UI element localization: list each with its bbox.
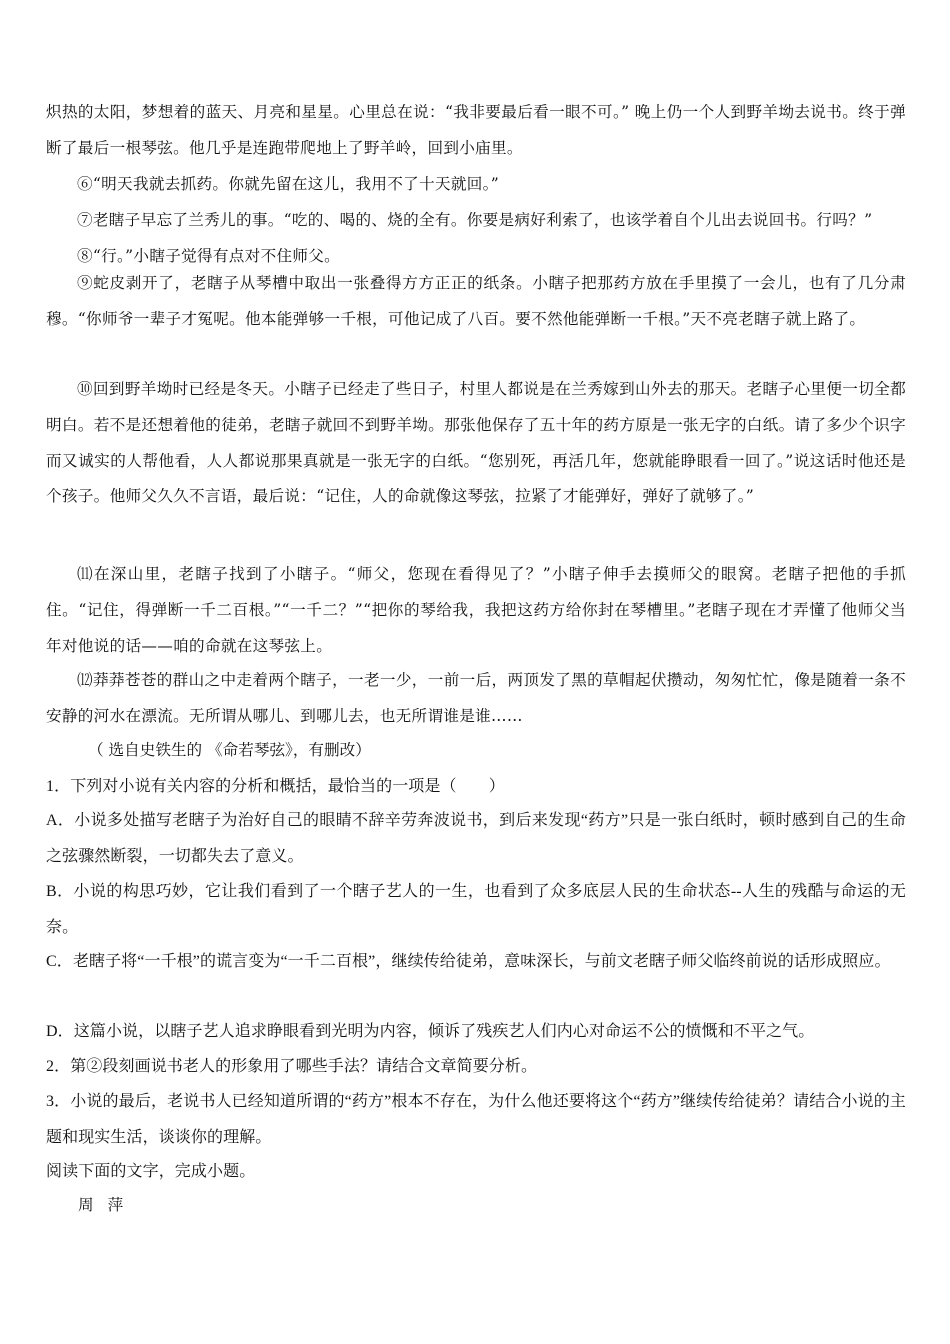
story-paragraph-8: ⑧“行。”小瞎子觉得有点对不住师父。 (77, 247, 341, 265)
story-paragraph-6: ⑥“明天我就去抓药。你就先留在这儿，我用不了十天就回。” (77, 175, 499, 193)
question-1-option-b: B．小说的构思巧妙，它让我们看到了一个瞎子艺人的一生，也看到了众多底层人民的生命状态--人生的残酷与命运的无奈。 (46, 883, 906, 936)
story-paragraph-10: ⑩回到野羊坳时已经是冬天。小瞎子已经走了些日子，村里人都说是在兰秀嫁到山外去的那天。老瞎子心里便一切全都明白。若不是还想着他的徒弟，老瞎子就回不到野羊坳。那张他保存了五十年的药方原是一张无字的白纸。请了多少个识字而又诚实的人帮他看，人人都说那果真就是一张无字的白纸。“您别死，再活几年，您就能睁眼看一回了。”说这话时他还是个孩子。他师父久久不言语，最后说：“记住，人的命就像这琴弦，拉紧了才能弹好，弹好了就够了。” (46, 380, 906, 506)
question-1-option-d: D．这篇小说，以瞎子艺人追求睁眼看到光明为内容，倾诉了残疾艺人们内心对命运不公的愤慨和不平之气。 (46, 1023, 815, 1040)
question-3: 3．小说的最后，老说书人已经知道所谓的“药方”根本不存在，为什么他还要将这个“药方”继续传给徒弟？请结合小说的主题和现实生活，谈谈你的理解。 (46, 1093, 906, 1146)
author-name: 周萍 (78, 1196, 138, 1214)
question-1: 1．下列对小说有关内容的分析和概括，最恰当的一项是（ ） (46, 778, 505, 795)
question-2: 2．第②段刻画说书老人的形象用了哪些手法？请结合文章简要分析。 (46, 1058, 538, 1075)
story-paragraph-12: ⑿莽莽苍苍的群山之中走着两个瞎子，一老一少，一前一后，两顶发了黑的草帽起伏攒动，匆匆忙忙，像是随着一条不安静的河水在漂流。无所谓从哪儿、到哪儿去，也无所谓谁是谁…… (46, 671, 906, 725)
story-paragraph-9: ⑨蛇皮剥开了，老瞎子从琴槽中取出一张叠得方方正正的纸条。小瞎子把那药方放在手里摸了一会儿，也有了几分肃穆。“你师爷一辈子才冤呢。他本能弹够一千根，可他记成了八百。要不然他能弹断一千根。”天不亮老瞎子就上路了。 (46, 274, 906, 328)
question-1-option-a: A．小说多处描写老瞎子为治好自己的眼睛不辞辛劳奔波说书，到后来发现“药方”只是一张白纸时，顿时感到自己的生命之弦骤然断裂，一切都失去了意义。 (46, 812, 906, 865)
story-paragraph-continued: 炽热的太阳，梦想着的蓝天、月亮和星星。心里总在说：“我非要最后看一眼不可。” 晚上仍一个人到野羊坳去说书。终于弹断了最后一根琴弦。他几乎是连跑带爬地上了野羊岭，回到小庙里。 (46, 103, 906, 157)
story-paragraph-7: ⑦老瞎子早忘了兰秀儿的事。“吃的、喝的、烧的全有。你要是病好利索了，也该学着自个儿出去说回书。行吗？” (77, 211, 873, 229)
question-1-option-c: C．老瞎子将“一千根”的谎言变为“一千二百根”，继续传给徒弟，意味深长，与前文老瞎子师父临终前说的话形成照应。 (46, 953, 891, 970)
story-paragraph-11: ⑾在深山里，老瞎子找到了小瞎子。“师父，您现在看得见了？”小瞎子伸手去摸师父的眼窝。老瞎子把他的手抓住。“记住，得弹断一千二百根。”“一千二？”“把你的琴给我，我把这药方给你封在琴槽里。”老瞎子现在才弄懂了他师父当年对他说的话——咱的命就在这琴弦上。 (46, 565, 906, 655)
source-caption: （ 选自史铁生的 《命若琴弦》，有删改） (88, 741, 371, 759)
reading-instruction: 阅读下面的文字，完成小题。 (46, 1163, 256, 1180)
